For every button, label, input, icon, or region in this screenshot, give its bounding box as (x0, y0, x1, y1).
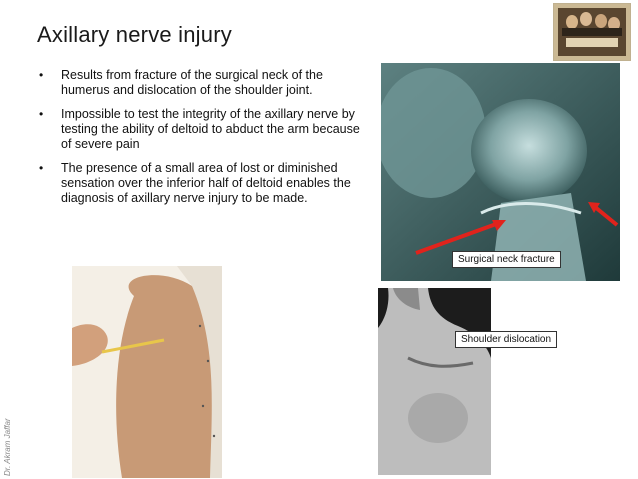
sensation-test-photo (72, 266, 222, 478)
xray-graphic (381, 63, 620, 281)
xray-caption: Surgical neck fracture (452, 251, 561, 268)
anatomy-painting-graphic (554, 4, 630, 60)
author-credit-text: Dr. Akram Jaffar (3, 418, 12, 476)
anatomy-painting-logo (553, 3, 631, 61)
slide-title: Axillary nerve injury (37, 22, 232, 47)
bullet-text: Impossible to test the integrity of the axillary nerve by testing the ability of deltoid to abduct the arm because of severe pain (61, 107, 360, 151)
bullet-text: Results from fracture of the surgical neck of the humerus and dislocation of the shoulder joint. (61, 68, 323, 97)
bullet-item (37, 107, 372, 152)
bullet-text: The presence of a small area of lost or diminished sensation over the inferior half of deltoid enables the diagnosis of axillary nerve injury to be made. (61, 161, 351, 205)
bullet-marker: • (39, 107, 44, 121)
bullet-marker: • (39, 161, 44, 175)
bullet-list (37, 68, 372, 215)
xray-image (381, 63, 620, 281)
sensation-test-graphic (72, 266, 222, 478)
shoulder-dislocation-photo (378, 288, 491, 475)
bullet-marker: • (39, 68, 44, 82)
bullet-item (37, 161, 372, 206)
bullet-item (37, 68, 372, 98)
author-credit (2, 398, 16, 476)
dislocation-caption: Shoulder dislocation (455, 331, 557, 348)
shoulder-dislocation-graphic (378, 288, 491, 475)
